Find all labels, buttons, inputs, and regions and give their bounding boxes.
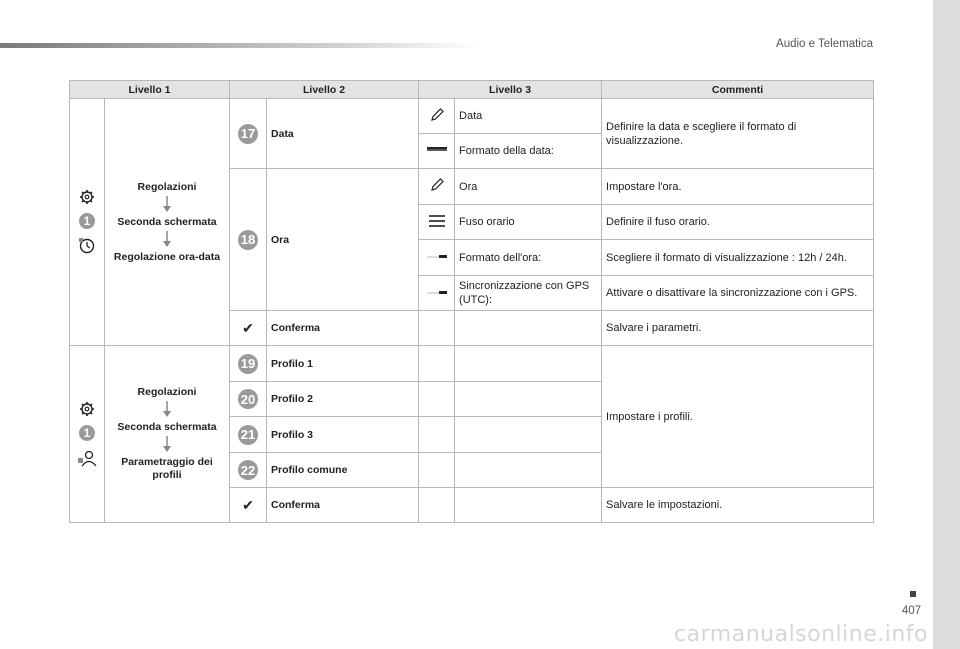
level3-label: Formato della data: bbox=[455, 134, 602, 169]
level2-path-group2 bbox=[105, 346, 230, 523]
column-header-level1: Livello 1 bbox=[70, 81, 230, 99]
empty-cell bbox=[455, 346, 602, 382]
watermark: carmanualsonline.info bbox=[674, 622, 928, 647]
step-badge: 20 bbox=[238, 389, 258, 409]
step-badge: 17 bbox=[238, 124, 258, 144]
badge-cell bbox=[230, 417, 267, 453]
checkmark-icon: ✔ bbox=[242, 319, 254, 336]
arrow-down-icon bbox=[162, 196, 172, 212]
badge-cell bbox=[230, 99, 267, 169]
arrow-down-icon bbox=[162, 436, 172, 452]
path-step: Regolazione ora-data bbox=[113, 250, 221, 263]
comment-cell: Attivare o disattivare la sincronizzazione con i GPS. bbox=[602, 276, 874, 311]
level3-icon-cell bbox=[419, 205, 455, 240]
level3-icon-cell bbox=[419, 134, 455, 169]
path-step: Seconda schermata bbox=[117, 215, 217, 228]
toggle-icon bbox=[426, 251, 448, 261]
level3-icon-cell bbox=[419, 240, 455, 276]
level2-path-group1 bbox=[105, 99, 230, 346]
path-step: Regolazioni bbox=[137, 386, 197, 398]
empty-cell bbox=[419, 346, 455, 382]
empty-cell bbox=[419, 382, 455, 417]
badge-cell bbox=[230, 346, 267, 382]
comment-cell: Impostare i profili. bbox=[602, 346, 874, 488]
level3-icon-cell bbox=[419, 99, 455, 134]
step-badge: 19 bbox=[238, 354, 258, 374]
column-header-comments: Commenti bbox=[602, 81, 874, 99]
empty-cell bbox=[455, 311, 602, 346]
level1-badge: 1 bbox=[79, 425, 95, 441]
badge-cell bbox=[230, 169, 267, 311]
side-strip bbox=[933, 0, 960, 649]
arrow-down-icon bbox=[162, 401, 172, 417]
confirm-label: Conferma bbox=[267, 488, 419, 523]
section-label: Ora bbox=[267, 169, 419, 311]
page-marker bbox=[910, 591, 916, 597]
level1-icons-group2 bbox=[70, 346, 105, 523]
column-header-level3: Livello 3 bbox=[419, 81, 602, 99]
table-row bbox=[70, 99, 874, 134]
confirm-icon-cell bbox=[230, 311, 267, 346]
empty-cell bbox=[419, 417, 455, 453]
level3-label: Data bbox=[455, 99, 602, 134]
empty-cell bbox=[419, 453, 455, 488]
settings-icon bbox=[79, 401, 95, 417]
level3-label: Formato dell'ora: bbox=[455, 240, 602, 276]
empty-cell bbox=[455, 417, 602, 453]
list-icon bbox=[428, 214, 446, 228]
profile-label: Profilo 3 bbox=[267, 417, 419, 453]
comment-cell: Scegliere il formato di visualizzazione : 12h / 24h. bbox=[602, 240, 874, 276]
table-header-row bbox=[70, 81, 874, 99]
empty-cell bbox=[419, 488, 455, 523]
pencil-icon bbox=[429, 177, 445, 193]
empty-cell bbox=[455, 488, 602, 523]
confirm-icon-cell bbox=[230, 488, 267, 523]
step-badge: 18 bbox=[238, 230, 258, 250]
section-label: Data bbox=[267, 99, 419, 169]
arrow-down-icon bbox=[162, 231, 172, 247]
profile-label: Profilo 1 bbox=[267, 346, 419, 382]
profile-label: Profilo 2 bbox=[267, 382, 419, 417]
settings-icon bbox=[79, 189, 95, 205]
page-number: 407 bbox=[901, 605, 921, 617]
checkmark-icon: ✔ bbox=[242, 496, 254, 513]
header-gradient-bar bbox=[0, 43, 480, 48]
toggle-icon bbox=[426, 287, 448, 297]
clock-icon bbox=[78, 237, 96, 255]
table-row bbox=[70, 346, 874, 382]
empty-cell bbox=[455, 382, 602, 417]
empty-cell bbox=[455, 453, 602, 488]
level3-label: Fuso orario bbox=[455, 205, 602, 240]
level1-badge: 1 bbox=[79, 213, 95, 229]
path-step: Seconda schermata bbox=[117, 421, 217, 433]
level3-label: Sincronizzazione con GPS (UTC): bbox=[455, 276, 602, 311]
section-title: Audio e Telematica bbox=[776, 38, 873, 50]
pencil-icon bbox=[429, 107, 445, 123]
settings-table bbox=[69, 80, 874, 523]
level3-label: Ora bbox=[455, 169, 602, 205]
level3-icon-cell bbox=[419, 169, 455, 205]
empty-cell bbox=[419, 311, 455, 346]
comment-cell: Salvare i parametri. bbox=[602, 311, 874, 346]
level3-icon-cell bbox=[419, 276, 455, 311]
level1-icons-group1 bbox=[70, 99, 105, 346]
path-step: Parametraggio dei profili bbox=[121, 456, 213, 481]
path-step: Regolazioni bbox=[137, 180, 197, 193]
step-badge: 21 bbox=[238, 425, 258, 445]
comment-cell: Impostare l'ora. bbox=[602, 169, 874, 205]
comment-cell: Salvare le impostazioni. bbox=[602, 488, 874, 523]
toggle-icon bbox=[426, 145, 448, 155]
badge-cell bbox=[230, 453, 267, 488]
comment-cell: Definire il fuso orario. bbox=[602, 205, 874, 240]
profile-label: Profilo comune bbox=[267, 453, 419, 488]
confirm-label: Conferma bbox=[267, 311, 419, 346]
step-badge: 22 bbox=[238, 460, 258, 480]
badge-cell bbox=[230, 382, 267, 417]
column-header-level2: Livello 2 bbox=[230, 81, 419, 99]
profile-icon bbox=[77, 449, 97, 467]
comment-cell: Definire la data e scegliere il formato di visualizzazione. bbox=[602, 99, 874, 169]
